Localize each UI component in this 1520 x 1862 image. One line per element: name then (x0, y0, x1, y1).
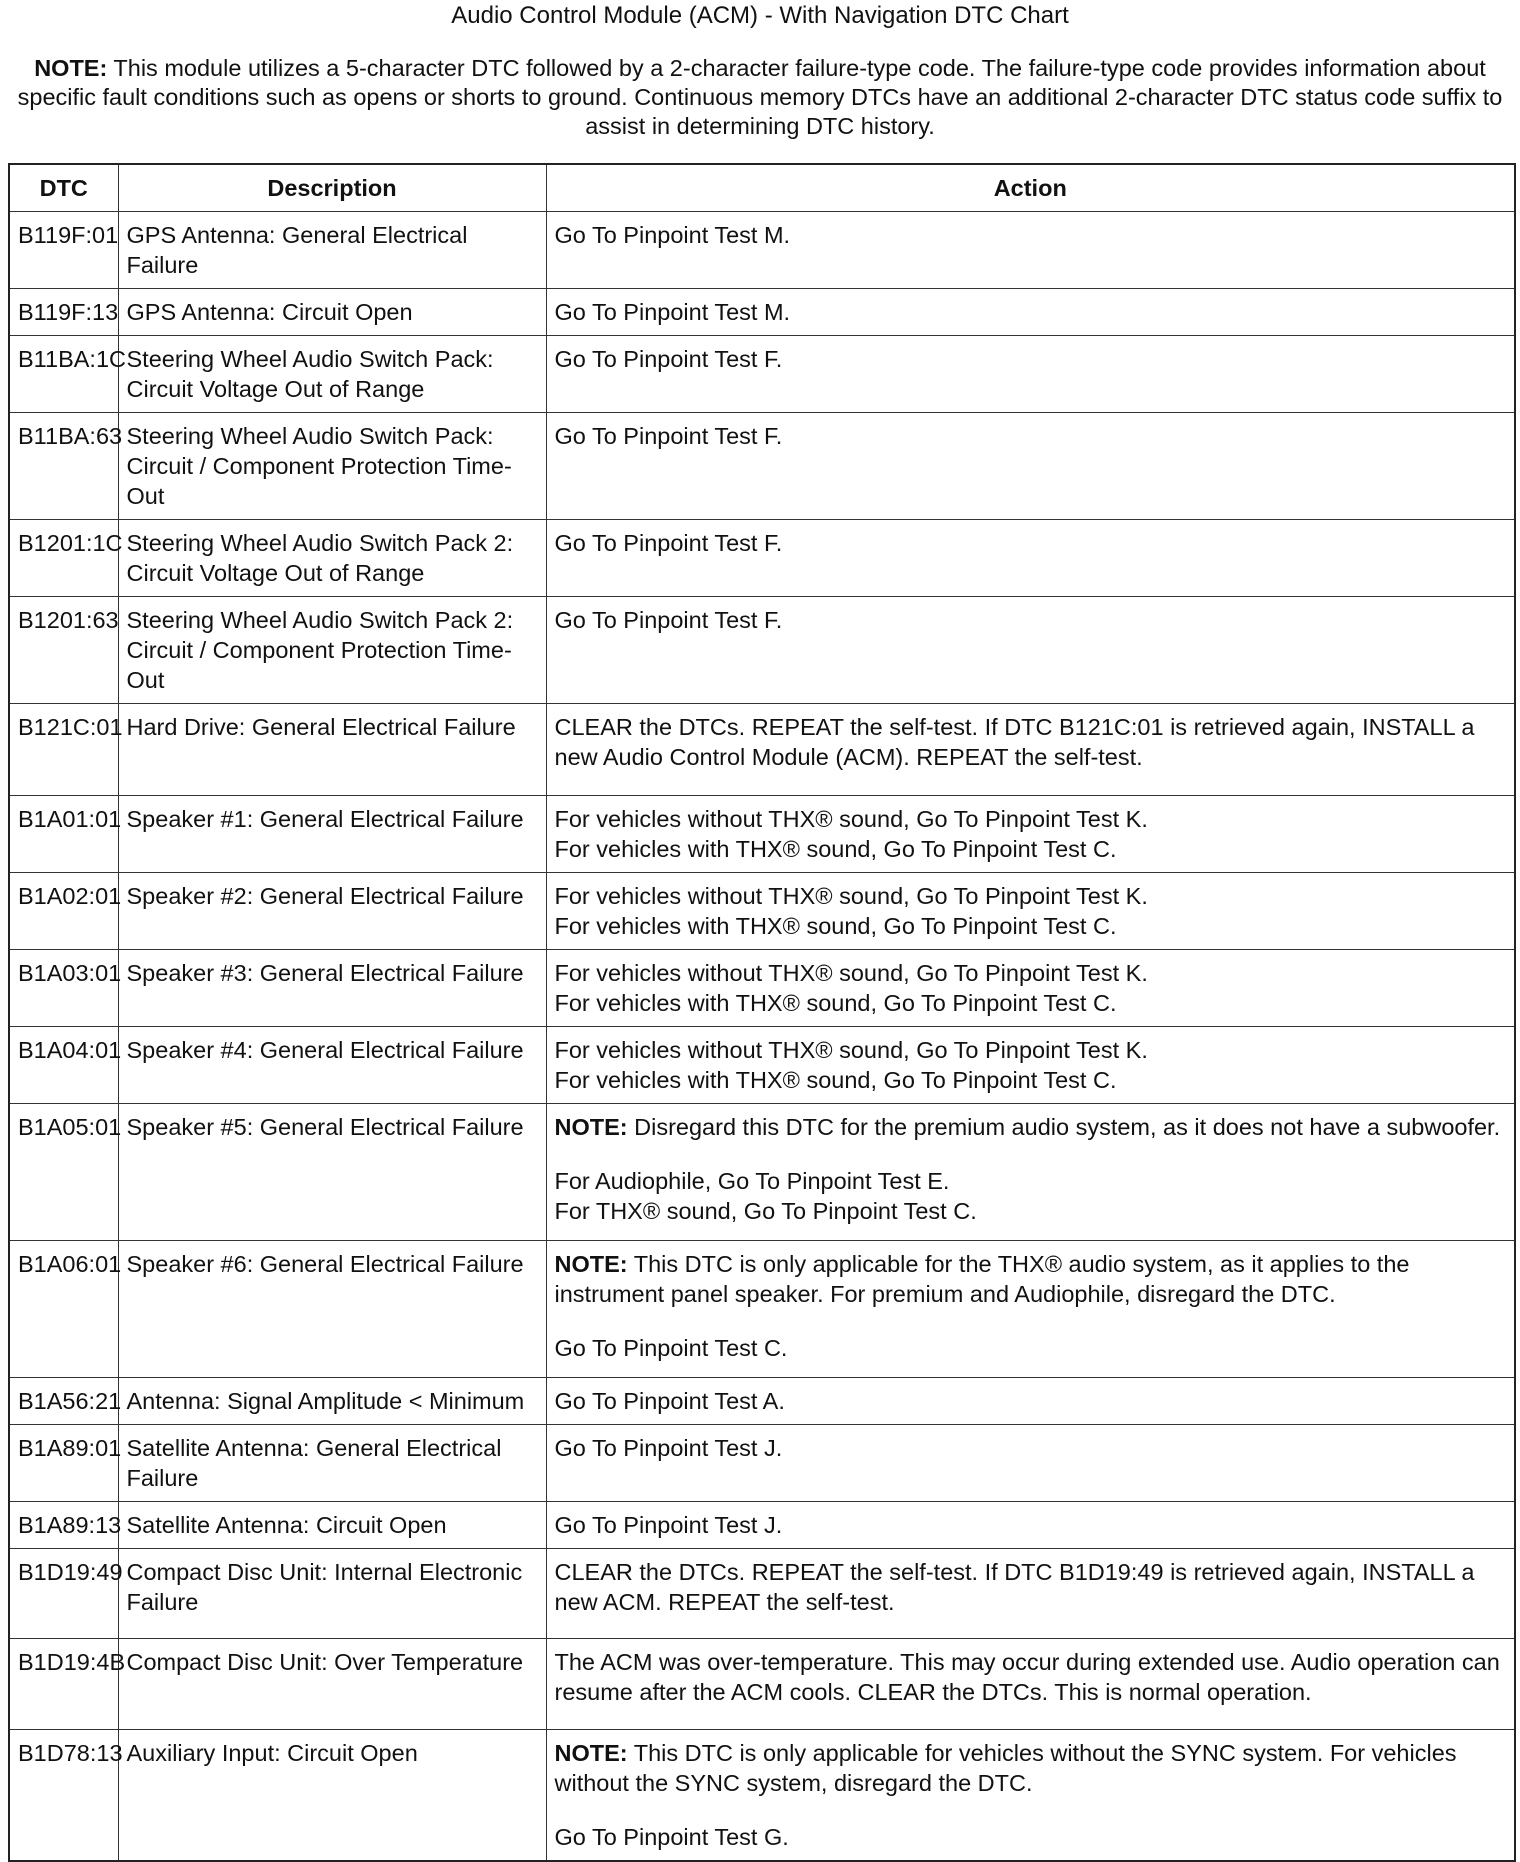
table-row (9, 289, 1515, 336)
dtc-code: B1A06:01 (9, 1241, 118, 1378)
dtc-action (546, 1425, 1515, 1502)
dtc-description: Speaker #3: General Electrical Failure (118, 950, 546, 1027)
action-line: For vehicles with THX® sound, Go To Pinpoint Test C. (554, 913, 1117, 939)
action-line: For vehicles without THX® sound, Go To Pinpoint Test K. (554, 806, 1148, 832)
table-row (9, 520, 1515, 597)
intro-note-text: This module utilizes a 5-character DTC followed by a 2-character failure-type code. The failure-type code provides information about specific fault conditions such as opens or shorts to ground. Continuous memory DTCs have an additional 2-character DTC status code suffix to assist in determining DTC history. (17, 55, 1503, 139)
action-line: For vehicles without THX® sound, Go To Pinpoint Test K. (554, 960, 1148, 986)
table-row (9, 1241, 1515, 1378)
table-row (9, 597, 1515, 704)
dtc-code: B1201:63 (9, 597, 118, 704)
dtc-code: B1D19:49 (9, 1549, 118, 1639)
table-header-row (9, 164, 1515, 212)
dtc-description: Steering Wheel Audio Switch Pack 2: Circuit / Component Protection Time-Out (118, 597, 546, 704)
action-line: For Audiophile, Go To Pinpoint Test E. (554, 1168, 950, 1194)
dtc-code: B1A04:01 (9, 1027, 118, 1104)
table-row (9, 1027, 1515, 1104)
dtc-action (546, 1730, 1515, 1862)
page-title: Audio Control Module (ACM) - With Navigation DTC Chart (451, 2, 1069, 29)
dtc-table (8, 163, 1516, 1862)
dtc-code: B1D19:4B (9, 1639, 118, 1730)
action-line: For vehicles with THX® sound, Go To Pinpoint Test C. (554, 1067, 1117, 1093)
dtc-action (546, 1639, 1515, 1730)
dtc-description: Speaker #1: General Electrical Failure (118, 796, 546, 873)
dtc-description: Speaker #2: General Electrical Failure (118, 873, 546, 950)
action-note (555, 1738, 1507, 1798)
dtc-action (546, 520, 1515, 597)
action-note-text: This DTC is only applicable for vehicles without the SYNC system. For vehicles without the SYNC system, disregard the DTC. (554, 1740, 1457, 1796)
dtc-action (546, 873, 1515, 950)
action-line: Go To Pinpoint Test M. (554, 222, 791, 248)
action-line: For vehicles with THX® sound, Go To Pinpoint Test C. (554, 836, 1117, 862)
table-row (9, 212, 1515, 289)
dtc-code: B11BA:1C (9, 336, 118, 413)
dtc-action (546, 597, 1515, 704)
action-note-text: This DTC is only applicable for the THX® audio system, as it applies to the instrument panel speaker. For premium and Audiophile, disregard the DTC. (554, 1251, 1410, 1307)
action-note-label: NOTE: (554, 1114, 628, 1140)
table-row (9, 413, 1515, 520)
dtc-action (546, 796, 1515, 873)
action-line: Go To Pinpoint Test J. (554, 1512, 783, 1538)
header-dtc: DTC (9, 164, 118, 212)
dtc-description: Auxiliary Input: Circuit Open (118, 1730, 546, 1862)
table-row (9, 1425, 1515, 1502)
action-line: For vehicles without THX® sound, Go To Pinpoint Test K. (554, 1037, 1148, 1063)
dtc-action (546, 1549, 1515, 1639)
dtc-description: Compact Disc Unit: Over Temperature (118, 1639, 546, 1730)
dtc-code: B119F:13 (9, 289, 118, 336)
dtc-description: Speaker #5: General Electrical Failure (118, 1104, 546, 1241)
dtc-action (546, 1027, 1515, 1104)
dtc-code: B1A05:01 (9, 1104, 118, 1241)
table-row (9, 1549, 1515, 1639)
table-row (9, 796, 1515, 873)
dtc-action (546, 1241, 1515, 1378)
table-row (9, 1639, 1515, 1730)
action-line: Go To Pinpoint Test F. (554, 423, 783, 449)
action-note (555, 1112, 1507, 1142)
action-line: Go To Pinpoint Test F. (554, 607, 783, 633)
dtc-description: GPS Antenna: General Electrical Failure (118, 212, 546, 289)
table-row (9, 704, 1515, 796)
dtc-action (546, 336, 1515, 413)
dtc-description: Steering Wheel Audio Switch Pack 2: Circuit Voltage Out of Range (118, 520, 546, 597)
action-line: The ACM was over-temperature. This may occur during extended use. Audio operation can resume after the ACM cools. CLEAR the DTCs. This is normal operation. (554, 1649, 1500, 1705)
dtc-code: B11BA:63 (9, 413, 118, 520)
dtc-action (546, 1378, 1515, 1425)
action-note-label: NOTE: (554, 1251, 628, 1277)
table-row (9, 1730, 1515, 1862)
action-line: For vehicles without THX® sound, Go To Pinpoint Test K. (554, 883, 1148, 909)
dtc-action (546, 212, 1515, 289)
action-line: For THX® sound, Go To Pinpoint Test C. (554, 1198, 977, 1224)
action-line: CLEAR the DTCs. REPEAT the self-test. If DTC B1D19:49 is retrieved again, INSTALL a new ACM. REPEAT the self-test. (554, 1559, 1475, 1615)
action-line: Go To Pinpoint Test F. (554, 530, 783, 556)
dtc-description: GPS Antenna: Circuit Open (118, 289, 546, 336)
dtc-code: B1A89:01 (9, 1425, 118, 1502)
action-line: Go To Pinpoint Test G. (554, 1824, 789, 1850)
dtc-description: Antenna: Signal Amplitude < Minimum (118, 1378, 546, 1425)
intro-note (0, 34, 1520, 139)
table-row (9, 873, 1515, 950)
dtc-action (546, 1104, 1515, 1241)
dtc-code: B121C:01 (9, 704, 118, 796)
action-line: CLEAR the DTCs. REPEAT the self-test. If DTC B121C:01 is retrieved again, INSTALL a new Audio Control Module (ACM). REPEAT the self-test. (554, 714, 1475, 770)
dtc-action (546, 704, 1515, 796)
dtc-code: B1A01:01 (9, 796, 118, 873)
dtc-action (546, 950, 1515, 1027)
action-note-text: Disregard this DTC for the premium audio system, as it does not have a subwoofer. (627, 1114, 1501, 1140)
table-row (9, 1104, 1515, 1241)
dtc-code: B1A02:01 (9, 873, 118, 950)
header-action: Action (546, 164, 1515, 212)
dtc-code: B1A03:01 (9, 950, 118, 1027)
dtc-code: B1201:1C (9, 520, 118, 597)
action-line: For vehicles with THX® sound, Go To Pinpoint Test C. (554, 990, 1117, 1016)
action-line: Go To Pinpoint Test M. (554, 299, 791, 325)
table-row (9, 1378, 1515, 1425)
table-row (9, 950, 1515, 1027)
dtc-description: Satellite Antenna: Circuit Open (118, 1502, 546, 1549)
dtc-action (546, 289, 1515, 336)
action-line: Go To Pinpoint Test J. (554, 1435, 783, 1461)
dtc-description: Compact Disc Unit: Internal Electronic Failure (118, 1549, 546, 1639)
dtc-code: B119F:01 (9, 212, 118, 289)
dtc-description: Satellite Antenna: General Electrical Failure (118, 1425, 546, 1502)
dtc-code: B1D78:13 (9, 1730, 118, 1862)
action-line: Go To Pinpoint Test F. (554, 346, 783, 372)
action-note (555, 1249, 1507, 1309)
dtc-code: B1A89:13 (9, 1502, 118, 1549)
action-line: Go To Pinpoint Test A. (554, 1388, 785, 1414)
action-note-label: NOTE: (554, 1740, 628, 1766)
table-row (9, 1502, 1515, 1549)
dtc-description: Steering Wheel Audio Switch Pack: Circuit Voltage Out of Range (118, 336, 546, 413)
dtc-code: B1A56:21 (9, 1378, 118, 1425)
intro-note-label: NOTE: (34, 55, 108, 81)
dtc-description: Steering Wheel Audio Switch Pack: Circuit / Component Protection Time-Out (118, 413, 546, 520)
header-description: Description (118, 164, 546, 212)
dtc-description: Speaker #4: General Electrical Failure (118, 1027, 546, 1104)
dtc-action (546, 413, 1515, 520)
dtc-description: Hard Drive: General Electrical Failure (118, 704, 546, 796)
dtc-description: Speaker #6: General Electrical Failure (118, 1241, 546, 1378)
table-row (9, 336, 1515, 413)
action-line: Go To Pinpoint Test C. (554, 1335, 788, 1361)
dtc-action (546, 1502, 1515, 1549)
